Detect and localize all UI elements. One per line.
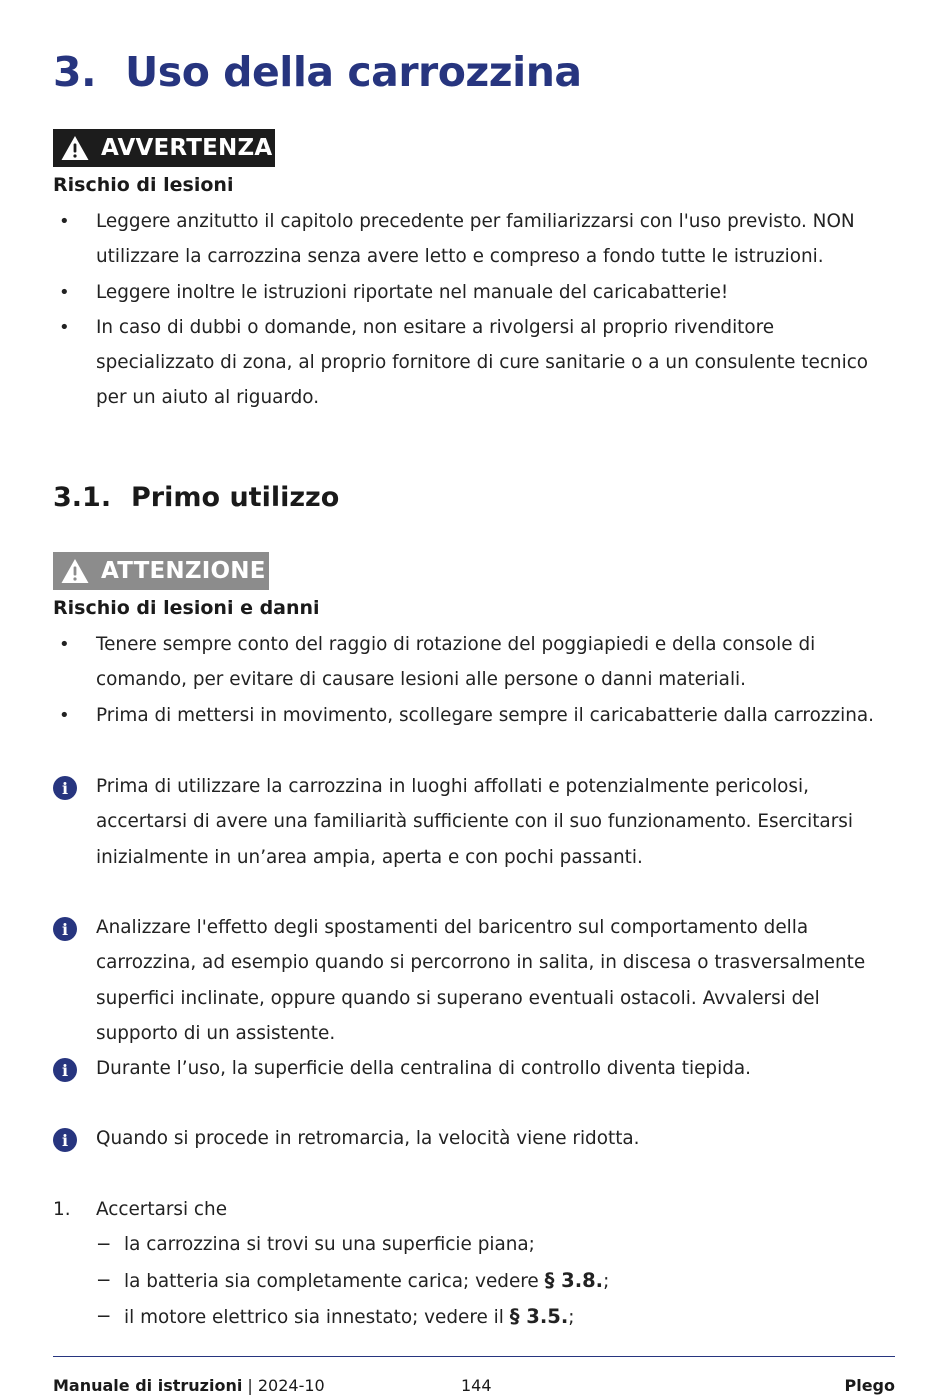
section-title-text: Primo utilizzo bbox=[131, 482, 340, 513]
warning-triangle-icon bbox=[60, 134, 90, 162]
section-reference-link[interactable]: § 3.5. bbox=[509, 1304, 569, 1328]
caution-risk-title: Rischio di lesioni e danni bbox=[53, 597, 320, 619]
info-note bbox=[53, 1121, 895, 1156]
step-subitem bbox=[53, 1227, 895, 1262]
chapter-number: 3. bbox=[53, 48, 97, 96]
caution-list bbox=[53, 627, 895, 733]
subitem-text: il motore elettrico sia innestato; vedere il bbox=[124, 1306, 510, 1328]
section-title bbox=[53, 482, 339, 513]
info-note bbox=[53, 910, 895, 1051]
caution-label: ATTENZIONE bbox=[101, 558, 266, 584]
step-subitem bbox=[53, 1299, 895, 1335]
instruction-steps bbox=[53, 1192, 895, 1335]
list-item: • Tenere sempre conto del raggio di rotazione del poggiapiedi e della console di comando, per evitare di causare lesioni alle persone o danni materiali. bbox=[53, 627, 895, 698]
info-icon: i bbox=[53, 1058, 77, 1082]
info-note-text: Quando si procede in retromarcia, la velocità viene ridotta. bbox=[96, 1128, 640, 1149]
step-text: Accertarsi che bbox=[96, 1199, 228, 1220]
list-item: • Leggere anzitutto il capitolo precedente per familiarizzarsi con l'uso previsto. NON utilizzare la carrozzina senza avere letto e compreso a fondo tutte le istruzioni. bbox=[53, 204, 895, 275]
footer-doc-info bbox=[53, 1376, 325, 1395]
page-number: 144 bbox=[461, 1376, 492, 1395]
info-icon: i bbox=[53, 776, 77, 800]
info-note-text: Durante l’uso, la superficie della centralina di controllo diventa tiepida. bbox=[96, 1058, 751, 1079]
dash-marker: − bbox=[96, 1305, 112, 1327]
footer-divider bbox=[53, 1356, 895, 1357]
chapter-title-text: Uso della carrozzina bbox=[125, 48, 582, 96]
step-number: 1. bbox=[53, 1199, 71, 1220]
warning-list bbox=[53, 204, 895, 416]
warning-risk-title: Rischio di lesioni bbox=[53, 174, 234, 196]
dash-marker: − bbox=[96, 1234, 112, 1256]
footer-doc-title: Manuale di istruzioni bbox=[53, 1376, 243, 1395]
step-item bbox=[53, 1192, 895, 1227]
caution-badge bbox=[53, 552, 269, 590]
list-item: • In caso di dubbi o domande, non esitare a rivolgersi al proprio rivenditore specializzato di zona, al proprio fornitore di cure sanitarie o a un consulente tecnico per un aiuto al riguardo. bbox=[53, 310, 895, 416]
chapter-title bbox=[53, 48, 582, 96]
info-icon: i bbox=[53, 1128, 77, 1152]
footer-brand: Plego bbox=[844, 1376, 895, 1395]
footer-date: 2024-10 bbox=[257, 1376, 325, 1395]
info-icon: i bbox=[53, 917, 77, 941]
section-reference-link[interactable]: § 3.8. bbox=[544, 1268, 604, 1292]
info-note-text: Prima di utilizzare la carrozzina in luoghi affollati e potenzialmente pericolosi, accertarsi di avere una familiarità sufficiente con il suo funzionamento. Esercitarsi inizialmente in un’area ampia, aperta e con pochi passanti. bbox=[96, 776, 853, 868]
warning-label: AVVERTENZA bbox=[101, 135, 273, 161]
subitem-text: la carrozzina si trovi su una superficie piana; bbox=[124, 1234, 535, 1256]
info-note bbox=[53, 769, 895, 875]
section-number: 3.1. bbox=[53, 482, 112, 513]
list-item: • Prima di mettersi in movimento, scollegare sempre il caricabatterie dalla carrozzina. bbox=[53, 698, 895, 733]
list-item: • Leggere inoltre le istruzioni riportate nel manuale del caricabatterie! bbox=[53, 275, 895, 310]
footer-separator: | bbox=[242, 1376, 258, 1395]
step-subitem bbox=[53, 1263, 895, 1299]
warning-badge bbox=[53, 129, 275, 167]
caution-triangle-icon bbox=[60, 557, 90, 585]
subitem-text: la batteria sia completamente carica; vedere bbox=[124, 1270, 545, 1292]
dash-marker: − bbox=[96, 1269, 112, 1291]
info-note bbox=[53, 1051, 895, 1086]
info-note-text: Analizzare l'effetto degli spostamenti del baricentro sul comportamento della carrozzina, ad esempio quando si percorrono in salita, in discesa o trasversalmente superfici inclinate, oppure quando si superano eventuali ostacoli. Avvalersi del supporto di un assistente. bbox=[96, 917, 866, 1044]
subitem-punctuation: ; bbox=[603, 1270, 610, 1292]
subitem-punctuation: ; bbox=[568, 1306, 575, 1328]
